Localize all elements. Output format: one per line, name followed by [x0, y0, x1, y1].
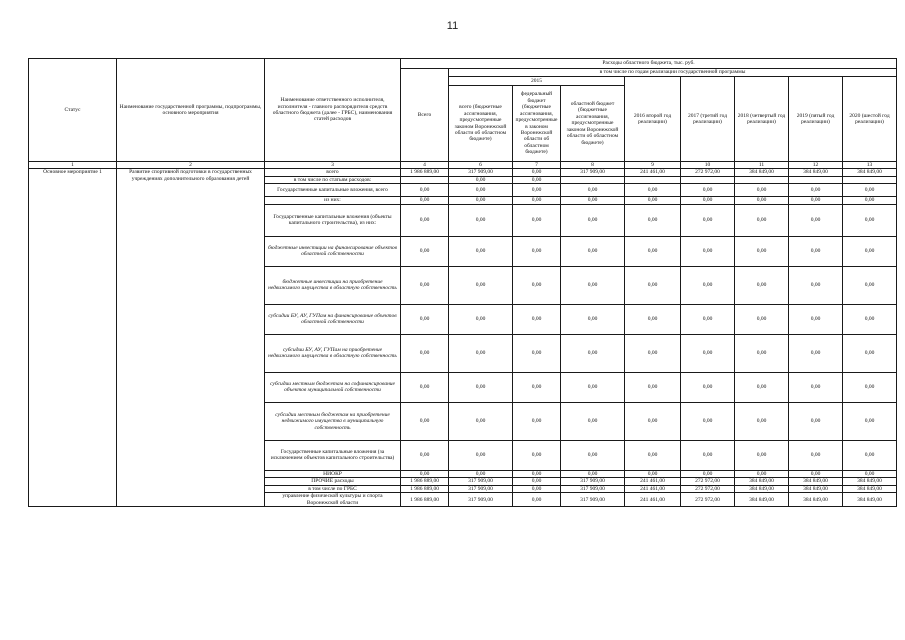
value-cell: 384 849,00: [843, 485, 897, 492]
row-label: субсидии местным бюджетам на софинансирование объектов муниципальной собственности: [265, 372, 401, 402]
value-cell: 384 849,00: [735, 493, 789, 507]
value-cell: 0,00: [789, 402, 843, 440]
value-cell: 0,00: [449, 184, 513, 197]
value-cell: 0,00: [843, 402, 897, 440]
col-number: 7: [513, 162, 561, 169]
value-cell: 0,00: [843, 440, 897, 470]
value-cell: 0,00: [625, 440, 681, 470]
value-cell: 0,00: [625, 304, 681, 334]
header-expenses: Расходы областного бюджета, тыс. руб.: [401, 59, 897, 69]
table-row: [29, 169, 897, 176]
value-cell: 0,00: [561, 440, 625, 470]
value-cell: 1 986 889,00: [401, 485, 449, 492]
value-cell: 0,00: [513, 266, 561, 304]
value-cell: 0,00: [561, 236, 625, 266]
value-cell: 0,00: [625, 402, 681, 440]
header-2019: 2019 (пятый год реализации): [789, 77, 843, 162]
value-cell: 0,00: [735, 304, 789, 334]
value-cell: 0,00: [735, 236, 789, 266]
value-cell: 0,00: [625, 266, 681, 304]
value-cell: 0,00: [449, 236, 513, 266]
header-by-years: в том числе по годам реализации государственной программы: [449, 69, 897, 77]
value-cell: 0,00: [681, 266, 735, 304]
value-cell: 0,00: [789, 204, 843, 236]
value-cell: 0,00: [561, 402, 625, 440]
value-cell: 0,00: [681, 372, 735, 402]
value-cell: 0,00: [735, 402, 789, 440]
value-cell: 0,00: [789, 470, 843, 477]
value-cell: 0,00: [513, 197, 561, 204]
row-label: Государственные капитальные вложения, всего: [265, 184, 401, 197]
value-cell: 241 461,00: [625, 493, 681, 507]
value-cell: 0,00: [625, 197, 681, 204]
row-label: управление физической культуры и спорта Воронежской области: [265, 493, 401, 507]
value-cell: 0,00: [681, 304, 735, 334]
col-number: 1: [29, 162, 117, 169]
value-cell: 0,00: [401, 334, 449, 372]
row-label: из них:: [265, 197, 401, 204]
value-cell: 0,00: [513, 304, 561, 334]
program-cell: Развитие спортивной подготовки в государственных учреждениях дополнительного образования детей: [117, 169, 265, 507]
value-cell: 317 909,00: [449, 169, 513, 176]
value-cell: 0,00: [401, 470, 449, 477]
value-cell: 0,00: [561, 197, 625, 204]
value-cell: 0,00: [625, 470, 681, 477]
value-cell: 0,00: [789, 266, 843, 304]
value-cell: 1 986 889,00: [401, 493, 449, 507]
value-cell: 0,00: [449, 372, 513, 402]
value-cell: 0,00: [789, 236, 843, 266]
value-cell: [561, 176, 625, 183]
value-cell: [735, 176, 789, 183]
value-cell: 0,00: [843, 372, 897, 402]
value-cell: 317 909,00: [561, 478, 625, 485]
value-cell: 0,00: [789, 184, 843, 197]
value-cell: 1 986 889,00: [401, 478, 449, 485]
header-program-name: Наименование государственной программы, подпрограммы, основного мероприятия: [117, 59, 265, 162]
value-cell: 241 461,00: [625, 169, 681, 176]
value-cell: 0,00: [449, 402, 513, 440]
value-cell: 0,00: [735, 470, 789, 477]
header-total: Всего: [401, 69, 449, 162]
value-cell: 384 849,00: [735, 478, 789, 485]
value-cell: 0,00: [449, 197, 513, 204]
value-cell: 317 909,00: [449, 478, 513, 485]
value-cell: 0,00: [513, 184, 561, 197]
row-label: субсидии БУ, АУ, ГУПам на финансирование объектов областной собственности: [265, 304, 401, 334]
col-number: 4: [401, 162, 449, 169]
value-cell: 0,00: [513, 334, 561, 372]
value-cell: 0,00: [513, 470, 561, 477]
value-cell: 384 849,00: [789, 169, 843, 176]
value-cell: 384 849,00: [843, 493, 897, 507]
value-cell: 272 972,00: [681, 478, 735, 485]
value-cell: 384 849,00: [843, 169, 897, 176]
header-2015-regional: областной бюджет (бюджетные ассигнования, предусмотренные законом Воронежской области об областном бюджете): [561, 86, 625, 162]
value-cell: 384 849,00: [735, 169, 789, 176]
value-cell: 0,00: [681, 204, 735, 236]
row-label: бюджетные инвестиции на приобретение недвижимого имущества в областную собственность: [265, 266, 401, 304]
value-cell: 0,00: [513, 236, 561, 266]
value-cell: 0,00: [449, 334, 513, 372]
value-cell: 0,00: [513, 485, 561, 492]
value-cell: 0,00: [449, 304, 513, 334]
value-cell: 0,00: [681, 236, 735, 266]
row-label: субсидии местным бюджетам на приобретение недвижимого имущества в муниципальную собственность: [265, 402, 401, 440]
value-cell: 317 909,00: [449, 485, 513, 492]
row-label: Государственные капитальные вложения (объекты капитального строительства), из них:: [265, 204, 401, 236]
col-number: 11: [735, 162, 789, 169]
value-cell: 0,00: [561, 372, 625, 402]
value-cell: 0,00: [401, 197, 449, 204]
value-cell: 317 909,00: [561, 493, 625, 507]
value-cell: 0,00: [843, 266, 897, 304]
header-2015-total: всего (бюджетные ассигнования, предусмотренные законом Воронежской области об областном бюджете): [449, 86, 513, 162]
value-cell: 0,00: [843, 197, 897, 204]
value-cell: 0,00: [513, 176, 561, 183]
value-cell: 0,00: [735, 266, 789, 304]
value-cell: 0,00: [401, 204, 449, 236]
value-cell: 1 986 889,00: [401, 169, 449, 176]
value-cell: 0,00: [449, 204, 513, 236]
page-number: 11: [446, 20, 459, 32]
value-cell: 0,00: [681, 402, 735, 440]
value-cell: 0,00: [513, 402, 561, 440]
value-cell: 0,00: [789, 197, 843, 204]
header-status: Статус: [29, 59, 117, 162]
value-cell: 0,00: [843, 184, 897, 197]
header-executor: Наименование ответственного исполнителя, исполнителя - главного распорядителя средств областного бюджета (далее - ГРБС), наименования статей расходов: [265, 59, 401, 162]
value-cell: 0,00: [735, 334, 789, 372]
value-cell: 0,00: [513, 440, 561, 470]
value-cell: 0,00: [625, 204, 681, 236]
col-number: 3: [265, 162, 401, 169]
value-cell: 0,00: [561, 304, 625, 334]
row-label: в том числе по статьям расходов:: [265, 176, 401, 183]
value-cell: 0,00: [843, 334, 897, 372]
value-cell: 0,00: [681, 440, 735, 470]
value-cell: 0,00: [401, 402, 449, 440]
value-cell: 0,00: [561, 334, 625, 372]
budget-table: [28, 58, 897, 507]
col-number: 8: [561, 162, 625, 169]
value-cell: 0,00: [401, 236, 449, 266]
value-cell: 0,00: [843, 304, 897, 334]
row-label: бюджетные инвестиции на финансирование объектов областной собственности: [265, 236, 401, 266]
value-cell: 0,00: [625, 184, 681, 197]
value-cell: 0,00: [625, 236, 681, 266]
row-label: в том числе по ГРБС: [265, 485, 401, 492]
value-cell: 0,00: [735, 440, 789, 470]
value-cell: 0,00: [735, 184, 789, 197]
value-cell: 0,00: [735, 197, 789, 204]
value-cell: 0,00: [789, 334, 843, 372]
row-label: Государственные капитальные вложения (за исключением объектов капитального строительства): [265, 440, 401, 470]
header-2016: 2016 второй год реализации): [625, 77, 681, 162]
header-2017: 2017 (третий год реализации): [681, 77, 735, 162]
value-cell: 384 849,00: [789, 478, 843, 485]
col-number: 13: [843, 162, 897, 169]
value-cell: [681, 176, 735, 183]
header-2018: 2018 (четвертый год реализации): [735, 77, 789, 162]
row-label: НИОКР: [265, 470, 401, 477]
value-cell: 241 461,00: [625, 485, 681, 492]
value-cell: 0,00: [789, 372, 843, 402]
header-2020: 2020 (шестой год реализации): [843, 77, 897, 162]
value-cell: 0,00: [561, 204, 625, 236]
value-cell: 384 849,00: [789, 485, 843, 492]
value-cell: 0,00: [843, 470, 897, 477]
header-year-2015: 2015: [449, 77, 625, 86]
value-cell: 241 461,00: [625, 478, 681, 485]
value-cell: 272 972,00: [681, 493, 735, 507]
value-cell: 0,00: [401, 184, 449, 197]
value-cell: 0,00: [513, 169, 561, 176]
value-cell: 0,00: [513, 204, 561, 236]
value-cell: 0,00: [513, 478, 561, 485]
col-number: 12: [789, 162, 843, 169]
header-2015-federal: федеральный бюджет (бюджетные ассигнования, предусмотренные в законом Воронежской области об областном бюджете): [513, 86, 561, 162]
value-cell: 0,00: [625, 372, 681, 402]
value-cell: 317 909,00: [561, 485, 625, 492]
value-cell: 0,00: [681, 184, 735, 197]
value-cell: [843, 176, 897, 183]
value-cell: 0,00: [401, 440, 449, 470]
value-cell: 0,00: [449, 470, 513, 477]
value-cell: 0,00: [449, 266, 513, 304]
value-cell: 0,00: [789, 440, 843, 470]
value-cell: 0,00: [513, 493, 561, 507]
value-cell: 0,00: [735, 372, 789, 402]
row-label: всего: [265, 169, 401, 176]
value-cell: 0,00: [625, 334, 681, 372]
value-cell: 317 909,00: [561, 169, 625, 176]
col-number: 9: [625, 162, 681, 169]
value-cell: 0,00: [561, 184, 625, 197]
col-number: 2: [117, 162, 265, 169]
value-cell: 0,00: [735, 204, 789, 236]
value-cell: 272 972,00: [681, 169, 735, 176]
value-cell: 384 849,00: [735, 485, 789, 492]
col-number: 10: [681, 162, 735, 169]
value-cell: 0,00: [681, 197, 735, 204]
value-cell: [625, 176, 681, 183]
value-cell: 0,00: [449, 176, 513, 183]
value-cell: 384 849,00: [789, 493, 843, 507]
value-cell: 0,00: [681, 334, 735, 372]
row-label: субсидии БУ, АУ, ГУПам на приобретение недвижимого имущества в областную собственность: [265, 334, 401, 372]
value-cell: 0,00: [561, 470, 625, 477]
value-cell: 0,00: [561, 266, 625, 304]
value-cell: 0,00: [449, 440, 513, 470]
value-cell: 0,00: [681, 470, 735, 477]
value-cell: 0,00: [401, 372, 449, 402]
value-cell: 384 849,00: [843, 478, 897, 485]
row-label: ПРОЧИЕ расходы: [265, 478, 401, 485]
value-cell: 0,00: [843, 236, 897, 266]
value-cell: [401, 176, 449, 183]
value-cell: 272 972,00: [681, 485, 735, 492]
col-number: 6: [449, 162, 513, 169]
status-cell: Основное мероприятие 1: [29, 169, 117, 507]
value-cell: 0,00: [513, 372, 561, 402]
value-cell: 0,00: [401, 266, 449, 304]
value-cell: 0,00: [401, 304, 449, 334]
value-cell: 0,00: [843, 204, 897, 236]
value-cell: [789, 176, 843, 183]
value-cell: 0,00: [789, 304, 843, 334]
value-cell: 317 909,00: [449, 493, 513, 507]
